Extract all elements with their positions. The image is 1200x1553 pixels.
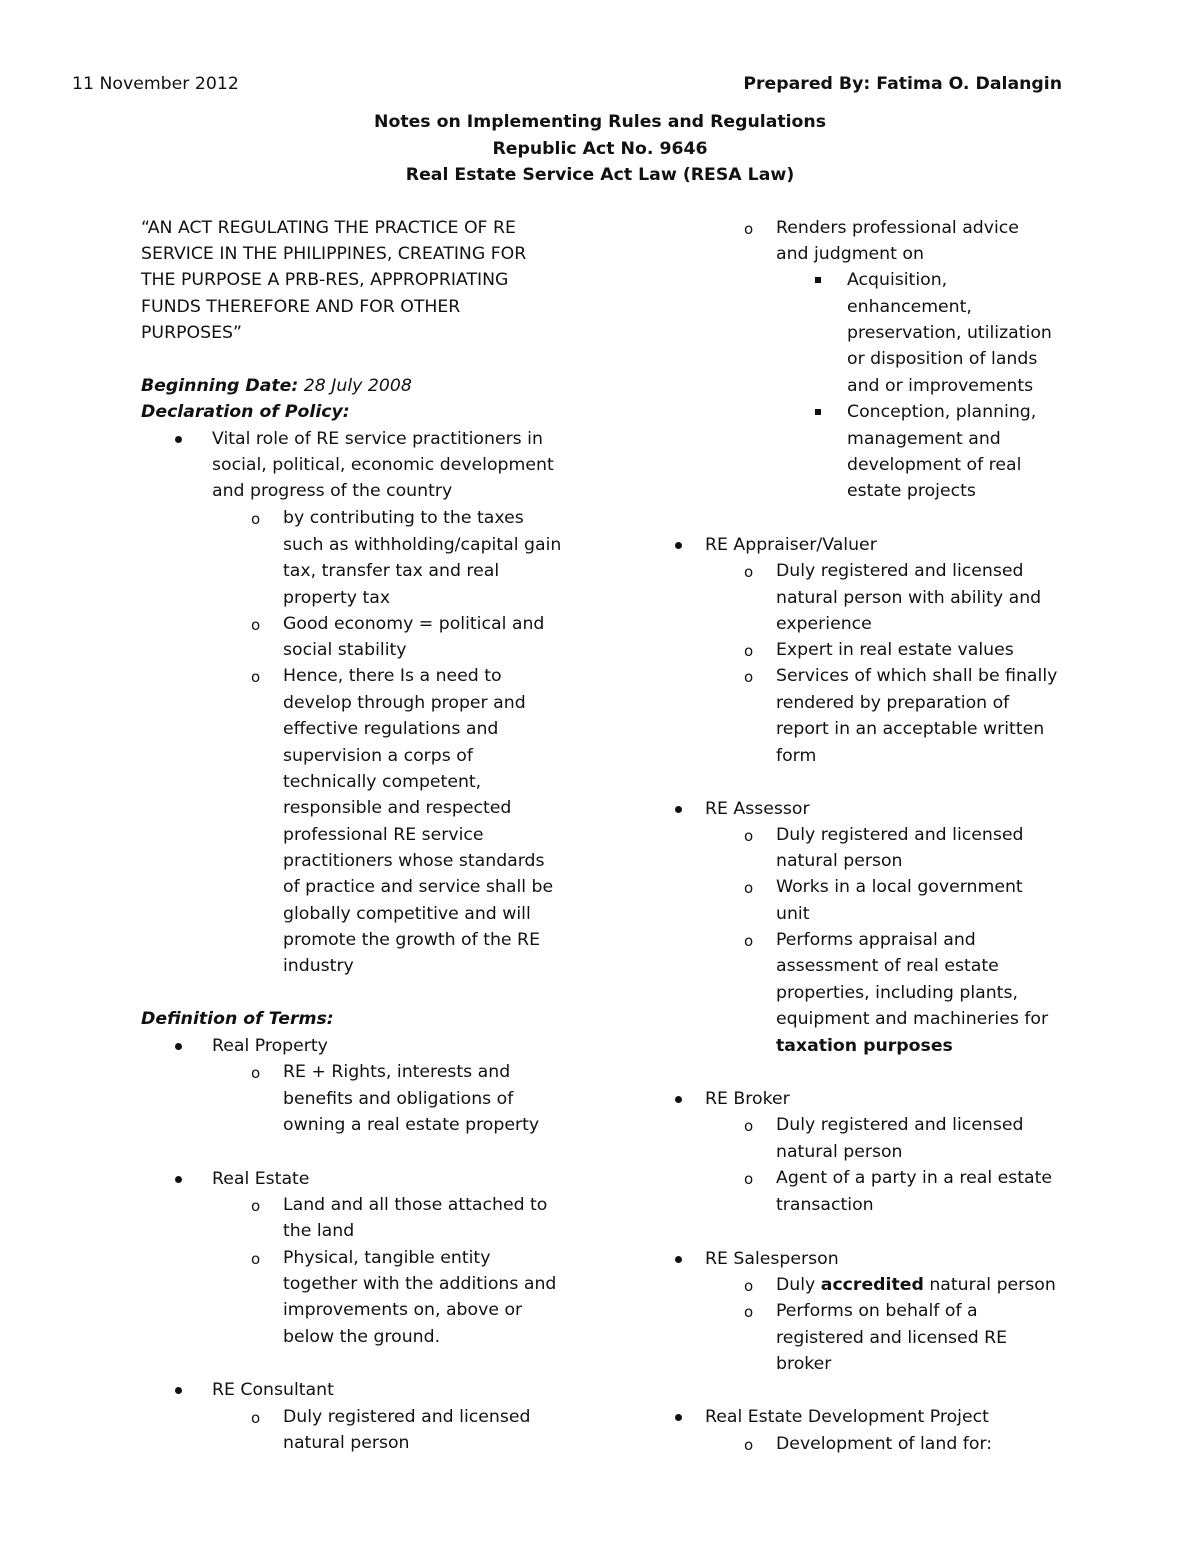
- term-sub-text: broker: [776, 1354, 832, 1374]
- term-real-property: Real Property: [212, 1036, 328, 1056]
- term-sub-text: rendered by preparation of: [776, 693, 1010, 713]
- circle-bullet-icon: o: [251, 616, 261, 634]
- beginning-date: Beginning Date: 28 July 2008: [141, 376, 412, 396]
- term-sub-text: Physical, tangible entity: [283, 1248, 491, 1268]
- policy-sub-text: promote the growth of the RE: [283, 930, 540, 950]
- term-sub-text: natural person: [283, 1433, 410, 1453]
- term-sub-text: natural person: [776, 851, 903, 871]
- circle-bullet-icon: o: [744, 879, 754, 897]
- term-sub-text: owning a real estate property: [283, 1115, 540, 1135]
- circle-bullet-icon: o: [744, 642, 754, 660]
- advice-item-text: development of real: [847, 455, 1022, 475]
- advice-item-text: Acquisition,: [847, 270, 948, 290]
- policy-sub-text: such as withholding/capital gain: [283, 535, 562, 555]
- term-real-estate: Real Estate: [212, 1169, 310, 1189]
- term-sub-text: improvements on, above or: [283, 1300, 523, 1320]
- term-sub-text: natural person: [776, 1142, 903, 1162]
- circle-bullet-icon: o: [744, 563, 754, 581]
- term-sub-text: report in an acceptable written: [776, 719, 1045, 739]
- circle-bullet-icon: o: [744, 932, 754, 950]
- circle-bullet-icon: o: [251, 1250, 261, 1268]
- circle-bullet-icon: o: [744, 668, 754, 686]
- term-sub-text: RE + Rights, interests and: [283, 1062, 511, 1082]
- policy-sub-text: of practice and service shall be: [283, 877, 554, 897]
- policy-sub-text: property tax: [283, 588, 391, 608]
- bullet-icon: [675, 542, 682, 549]
- title-line-3: Real Estate Service Act Law (RESA Law): [405, 165, 795, 185]
- term-broker: RE Broker: [705, 1089, 790, 1109]
- policy-text: and progress of the country: [212, 481, 453, 501]
- advice-item-text: preservation, utilization: [847, 323, 1052, 343]
- term-sub-text: Performs on behalf of a: [776, 1301, 978, 1321]
- circle-bullet-icon: o: [744, 220, 754, 238]
- prepared-by: Prepared By: Fatima O. Dalangin: [743, 74, 1062, 94]
- term-consultant: RE Consultant: [212, 1380, 334, 1400]
- circle-bullet-icon: o: [744, 1170, 754, 1188]
- act-quote-line: “AN ACT REGULATING THE PRACTICE OF RE: [141, 218, 516, 238]
- term-sub-text: assessment of real estate: [776, 956, 999, 976]
- policy-sub-text: develop through proper and: [283, 693, 526, 713]
- circle-bullet-icon: o: [251, 510, 261, 528]
- act-quote-line: FUNDS THEREFORE AND FOR OTHER: [141, 297, 461, 317]
- bullet-icon: [175, 1387, 182, 1394]
- term-sub-text: natural person with ability and: [776, 588, 1042, 608]
- term-sub-text: Expert in real estate values: [776, 640, 1014, 660]
- circle-bullet-icon: o: [251, 1064, 261, 1082]
- term-assessor: RE Assessor: [705, 799, 810, 819]
- bullet-icon: [175, 1043, 182, 1050]
- document-date: 11 November 2012: [72, 74, 239, 94]
- definition-heading: Definition of Terms:: [141, 1009, 334, 1029]
- policy-sub-text: professional RE service: [283, 825, 484, 845]
- policy-sub-text: globally competitive and will: [283, 904, 531, 924]
- term-sub-text: Duly accredited natural person: [776, 1275, 1056, 1295]
- square-bullet-icon: [815, 409, 821, 415]
- term-sub-text: equipment and machineries for: [776, 1009, 1049, 1029]
- declaration-heading: Declaration of Policy:: [141, 402, 350, 422]
- term-sub-text: properties, including plants,: [776, 983, 1018, 1003]
- circle-bullet-icon: o: [744, 827, 754, 845]
- bullet-icon: [675, 1256, 682, 1263]
- bullet-icon: [175, 436, 182, 443]
- act-quote-line: PURPOSES”: [141, 323, 242, 343]
- term-sub-text: experience: [776, 614, 872, 634]
- term-sub-text-bold: taxation purposes: [776, 1036, 953, 1056]
- act-quote-line: THE PURPOSE A PRB-RES, APPROPRIATING: [141, 270, 509, 290]
- term-sub-text: below the ground.: [283, 1327, 441, 1347]
- term-sub-text: Duly registered and licensed: [776, 561, 1024, 581]
- policy-sub-text: practitioners whose standards: [283, 851, 545, 871]
- policy-text: Vital role of RE service practitioners in: [212, 429, 543, 449]
- term-sub-text: Duly registered and licensed: [283, 1407, 531, 1427]
- title-line-1: Notes on Implementing Rules and Regulations: [373, 112, 827, 132]
- term-sub-text: unit: [776, 904, 810, 924]
- term-sub-text: transaction: [776, 1195, 874, 1215]
- act-quote-line: SERVICE IN THE PHILIPPINES, CREATING FOR: [141, 244, 527, 264]
- term-sub-text: Agent of a party in a real estate: [776, 1168, 1053, 1188]
- policy-sub-text: Hence, there Is a need to: [283, 666, 502, 686]
- term-sub-text: Services of which shall be finally: [776, 666, 1058, 686]
- circle-bullet-icon: o: [744, 1277, 754, 1295]
- term-sub-text: together with the additions and: [283, 1274, 557, 1294]
- circle-bullet-icon: o: [744, 1303, 754, 1321]
- bullet-icon: [175, 1176, 182, 1183]
- circle-bullet-icon: o: [744, 1436, 754, 1454]
- term-salesperson: RE Salesperson: [705, 1249, 839, 1269]
- term-sub-text: benefits and obligations of: [283, 1089, 514, 1109]
- term-sub-text: Land and all those attached to: [283, 1195, 548, 1215]
- bullet-icon: [675, 806, 682, 813]
- circle-bullet-icon: o: [251, 668, 261, 686]
- term-sub-text: registered and licensed RE: [776, 1328, 1008, 1348]
- advice-item-text: and or improvements: [847, 376, 1034, 396]
- consultant-sub-text: and judgment on: [776, 244, 924, 264]
- policy-sub-text: effective regulations and: [283, 719, 499, 739]
- policy-sub-text: responsible and respected: [283, 798, 512, 818]
- policy-sub-text: social stability: [283, 640, 407, 660]
- policy-sub-text: technically competent,: [283, 772, 482, 792]
- policy-sub-text: industry: [283, 956, 354, 976]
- advice-item-text: management and: [847, 429, 1001, 449]
- square-bullet-icon: [815, 277, 821, 283]
- term-appraiser: RE Appraiser/Valuer: [705, 535, 877, 555]
- policy-sub-text: supervision a corps of: [283, 746, 473, 766]
- bullet-icon: [675, 1414, 682, 1421]
- term-sub-text: Duly registered and licensed: [776, 825, 1024, 845]
- bullet-icon: [675, 1096, 682, 1103]
- term-sub-text: Works in a local government: [776, 877, 1023, 897]
- term-sub-text: Development of land for:: [776, 1434, 993, 1454]
- advice-item-text: estate projects: [847, 481, 976, 501]
- advice-item-text: enhancement,: [847, 297, 972, 317]
- policy-sub-text: tax, transfer tax and real: [283, 561, 500, 581]
- consultant-sub-text: Renders professional advice: [776, 218, 1019, 238]
- advice-item-text: or disposition of lands: [847, 349, 1038, 369]
- circle-bullet-icon: o: [251, 1197, 261, 1215]
- term-sub-text: Duly registered and licensed: [776, 1115, 1024, 1135]
- title-line-2: Republic Act No. 9646: [492, 139, 708, 159]
- term-sub-text: Performs appraisal and: [776, 930, 976, 950]
- policy-sub-text: by contributing to the taxes: [283, 508, 524, 528]
- term-sub-text: form: [776, 746, 817, 766]
- policy-text: social, political, economic development: [212, 455, 554, 475]
- circle-bullet-icon: o: [251, 1409, 261, 1427]
- policy-sub-text: Good economy = political and: [283, 614, 545, 634]
- circle-bullet-icon: o: [744, 1117, 754, 1135]
- term-dev-project: Real Estate Development Project: [705, 1407, 989, 1427]
- advice-item-text: Conception, planning,: [847, 402, 1037, 422]
- term-sub-text: the land: [283, 1221, 355, 1241]
